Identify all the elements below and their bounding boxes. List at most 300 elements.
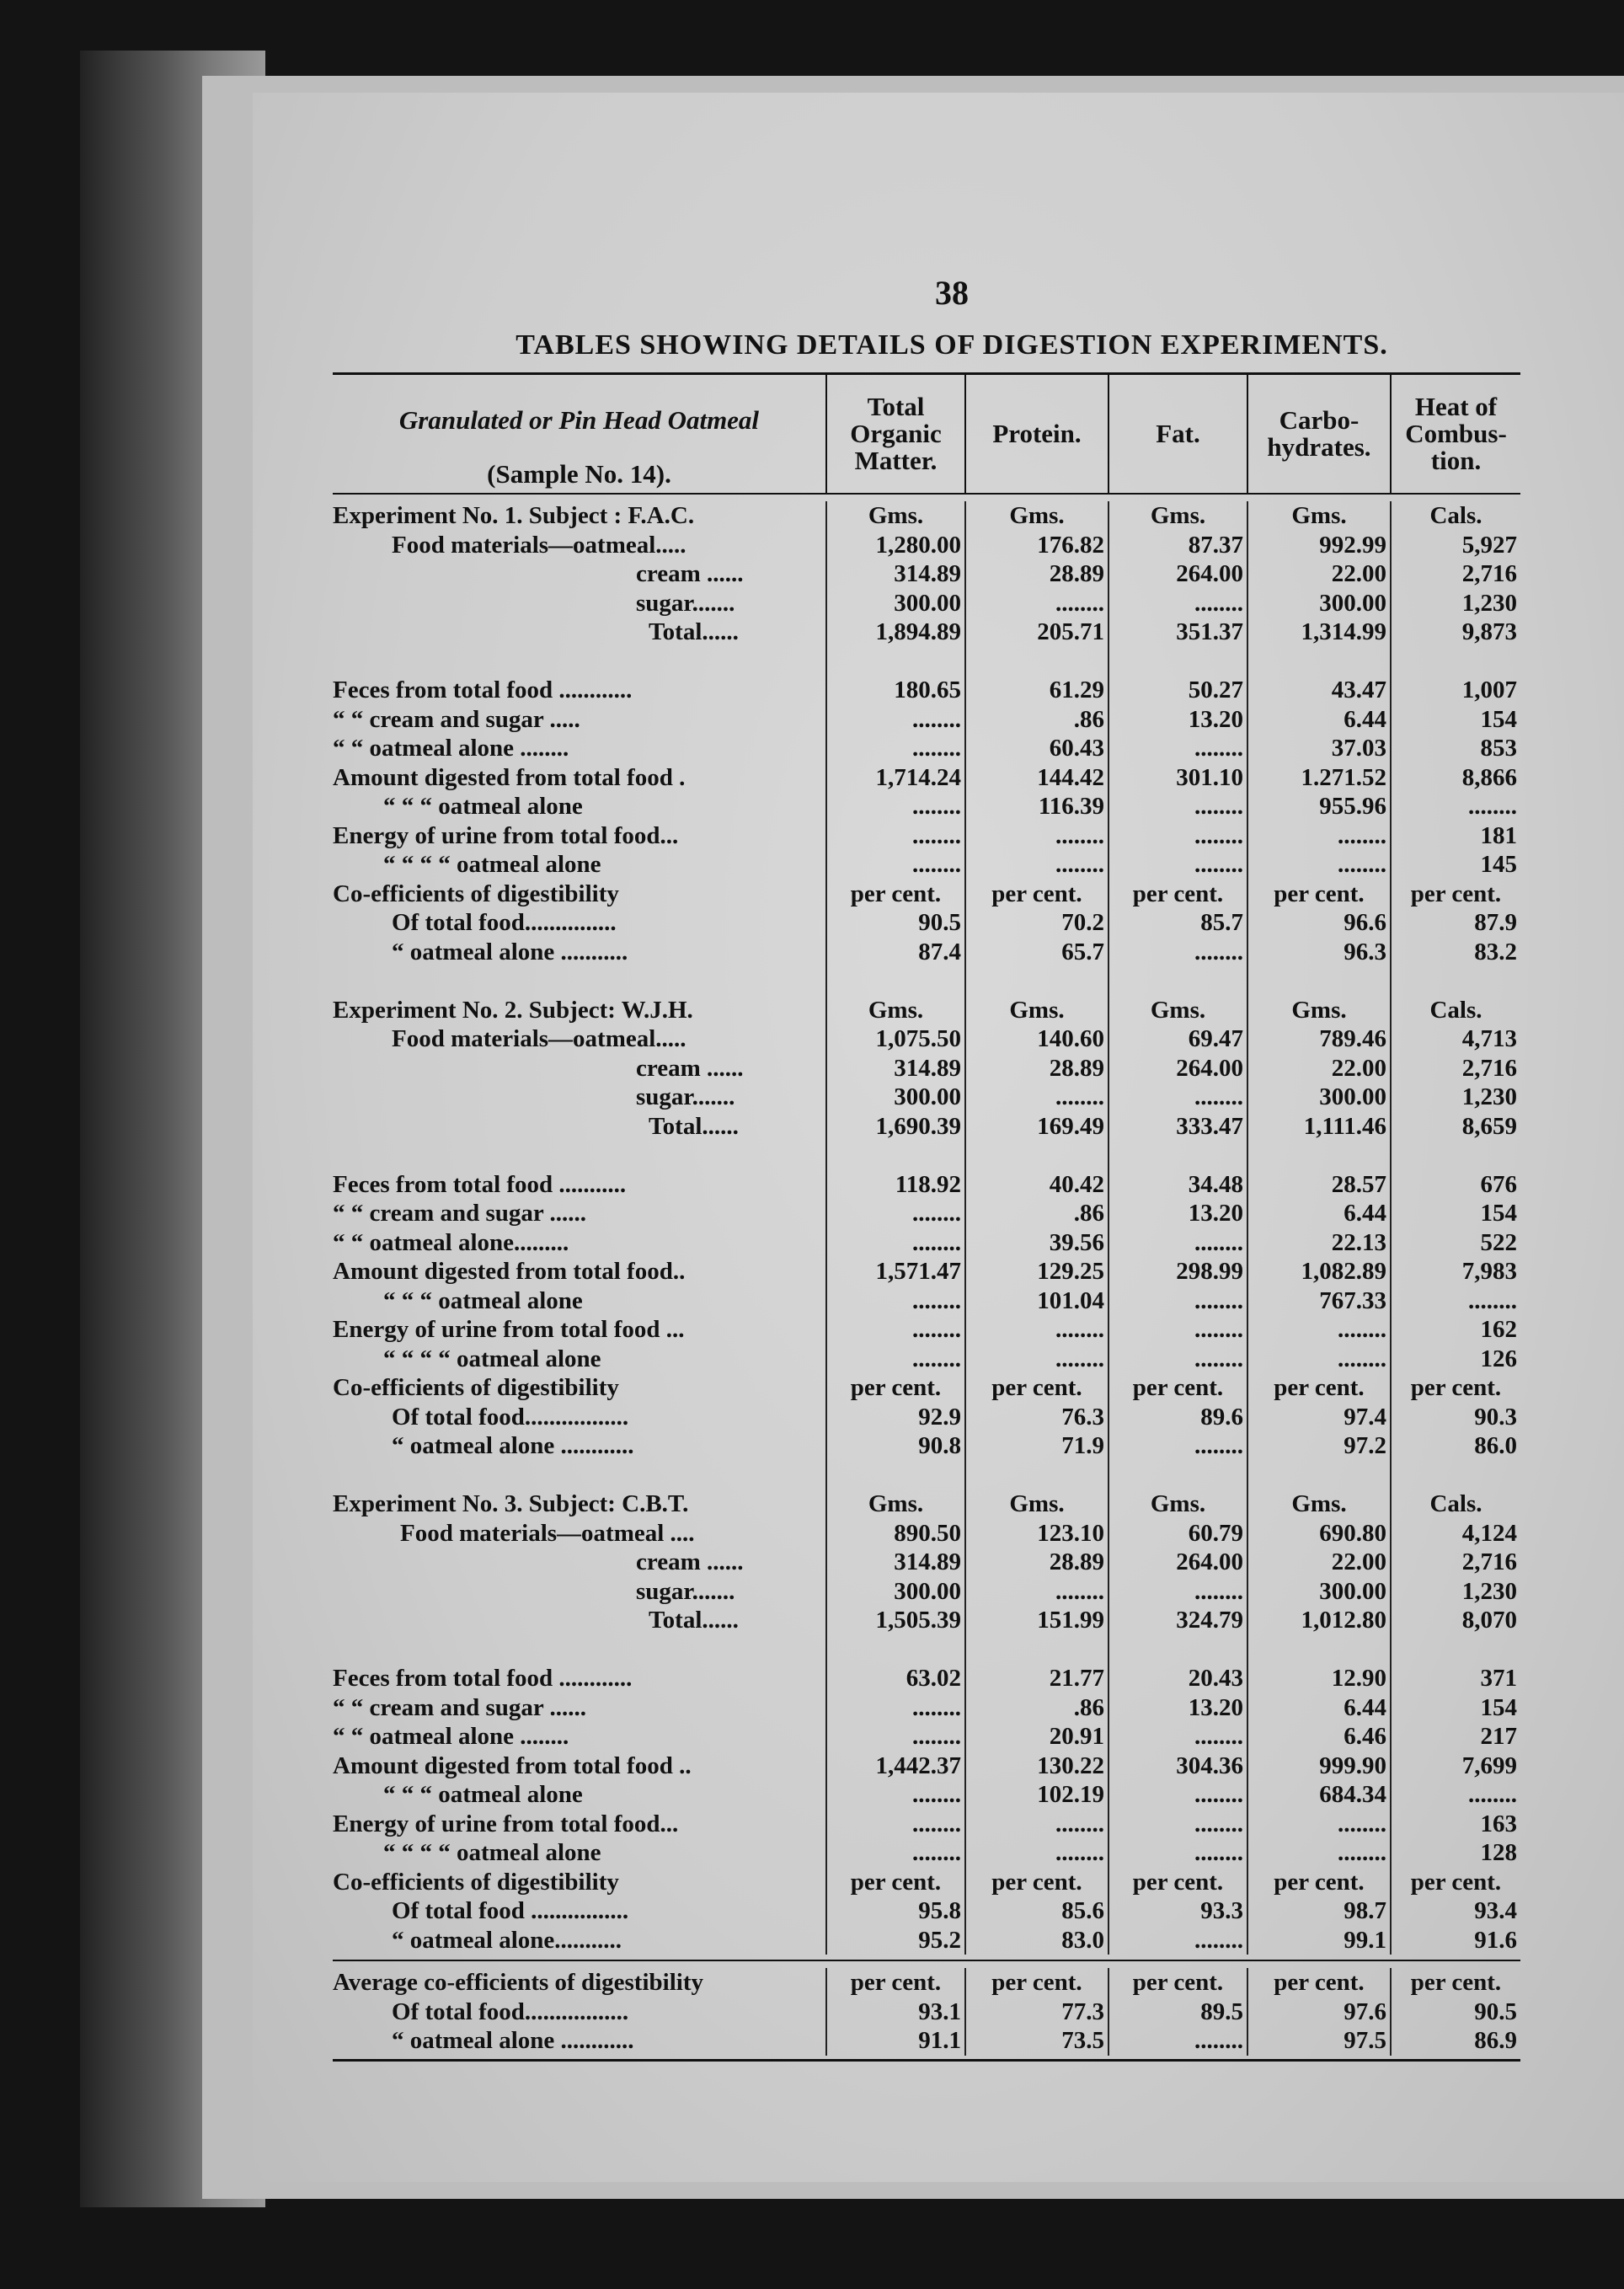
cell: 21.77: [964, 1664, 1108, 1693]
cell: 90.5: [825, 908, 964, 938]
cell: ........: [1247, 1345, 1390, 1374]
cell: 4,713: [1390, 1024, 1520, 1054]
row-label: cream ......: [636, 1054, 744, 1082]
cell: 304.36: [1108, 1752, 1247, 1781]
row-label: Experiment No. 3. Subject: C.B.T.: [333, 1490, 689, 1517]
table-row: [333, 559, 1520, 589]
cell: 298.99: [1108, 1257, 1247, 1286]
row-label: Co-efficients of digestibility: [333, 1374, 619, 1401]
cell: ........: [1390, 1780, 1520, 1810]
cell: 999.90: [1247, 1752, 1390, 1781]
cell: 83.2: [1390, 938, 1520, 967]
cell: 690.80: [1247, 1519, 1390, 1548]
cell: 28.89: [964, 1548, 1108, 1577]
header-sample: [333, 375, 825, 493]
cell: Cals.: [1390, 996, 1520, 1025]
cell: 87.9: [1390, 908, 1520, 938]
cell: ........: [1108, 2026, 1247, 2056]
cell: 22.13: [1247, 1228, 1390, 1258]
cell: 13.20: [1108, 705, 1247, 735]
row-label: Amount digested from total food..: [333, 1258, 686, 1285]
cell: ........: [1108, 938, 1247, 967]
table-row: [333, 880, 1520, 909]
cell: ........: [825, 792, 964, 821]
cell: 676: [1390, 1170, 1520, 1200]
cell: 97.2: [1247, 1431, 1390, 1461]
cell: ........: [1390, 792, 1520, 821]
row-label: “ “ oatmeal alone ........: [333, 735, 569, 762]
cell: ........: [1390, 1286, 1520, 1316]
cell: 8,866: [1390, 763, 1520, 793]
cell: 95.2: [825, 1926, 964, 1955]
cell: ........: [825, 1228, 964, 1258]
row-label: Average co-efficients of digestibility: [333, 1969, 703, 1996]
cell: ........: [825, 850, 964, 880]
cell: Gms.: [964, 1489, 1108, 1519]
cell: ........: [1108, 1780, 1247, 1810]
cell: ........: [964, 1810, 1108, 1839]
table-row: [333, 618, 1520, 647]
cell: ........: [964, 1083, 1108, 1112]
row-label: “ “ “ “ oatmeal alone: [383, 851, 601, 878]
cell: 28.89: [964, 1054, 1108, 1083]
cell: 1,007: [1390, 676, 1520, 705]
cell: 264.00: [1108, 1548, 1247, 1577]
cell: ........: [825, 1810, 964, 1839]
cell: 300.00: [825, 589, 964, 618]
cell: Gms.: [964, 501, 1108, 531]
cell: 853: [1390, 734, 1520, 763]
cell: 300.00: [1247, 1577, 1390, 1607]
cell: ........: [1108, 1577, 1247, 1607]
row-label: “ “ “ “ oatmeal alone: [383, 1345, 601, 1372]
header-heat-of-combustion: Heat of Combus- tion.: [1390, 375, 1520, 493]
cell: 181: [1390, 821, 1520, 851]
table-row: [333, 676, 1520, 705]
table-row: [333, 1315, 1520, 1345]
row-label: Food materials—oatmeal.....: [392, 1025, 686, 1052]
cell: 28.89: [964, 559, 1108, 589]
cell: 91.6: [1390, 1926, 1520, 1955]
cell: 90.3: [1390, 1403, 1520, 1432]
cell: 93.3: [1108, 1896, 1247, 1926]
cell: 22.00: [1247, 559, 1390, 589]
row-label: “ oatmeal alone ...........: [392, 938, 628, 965]
table-row: [333, 1054, 1520, 1083]
cell: 98.7: [1247, 1896, 1390, 1926]
table-row: [333, 1199, 1520, 1228]
cell: 89.5: [1108, 1998, 1247, 2027]
cell: 144.42: [964, 763, 1108, 793]
page-number: 38: [935, 274, 969, 312]
table-row: [333, 1664, 1520, 1693]
cell: Gms.: [1108, 996, 1247, 1025]
cell: 1,075.50: [825, 1024, 964, 1054]
cell: 180.65: [825, 676, 964, 705]
cell: ........: [1108, 1810, 1247, 1839]
table-row: [333, 1373, 1520, 1403]
header-carbohydrates: Carbo- hydrates.: [1247, 375, 1390, 493]
table-row: [333, 1606, 1520, 1635]
cell: 116.39: [964, 792, 1108, 821]
table-row: [333, 705, 1520, 735]
cell: 1,111.46: [1247, 1112, 1390, 1142]
cell: ........: [1247, 1838, 1390, 1868]
cell: Cals.: [1390, 1489, 1520, 1519]
cell: 300.00: [825, 1083, 964, 1112]
row-label: Total......: [649, 1607, 739, 1634]
row-label: cream ......: [636, 1548, 744, 1575]
cell: 264.00: [1108, 1054, 1247, 1083]
cell: 5,927: [1390, 531, 1520, 560]
blank-row: [333, 647, 1520, 677]
cell: 95.8: [825, 1896, 964, 1926]
row-label: Total......: [649, 1112, 739, 1140]
table-header: [333, 375, 1520, 495]
cell: per cent.: [1247, 1373, 1390, 1403]
row-label: “ “ “ “ oatmeal alone: [383, 1839, 601, 1866]
cell: 43.47: [1247, 676, 1390, 705]
cell: 86.9: [1390, 2026, 1520, 2056]
header-sample-title: Granulated or Pin Head Oatmeal: [398, 405, 760, 435]
cell: 6.46: [1247, 1722, 1390, 1752]
table-row: [333, 531, 1520, 560]
table-row: [333, 908, 1520, 938]
cell: ........: [1108, 792, 1247, 821]
cell: per cent.: [825, 880, 964, 909]
cell: 39.56: [964, 1228, 1108, 1258]
cell: 205.71: [964, 618, 1108, 647]
table-row: [333, 1810, 1520, 1839]
cell: ........: [1108, 1228, 1247, 1258]
cell: 50.27: [1108, 676, 1247, 705]
cell: 151.99: [964, 1606, 1108, 1635]
row-label: Experiment No. 2. Subject: W.J.H.: [333, 996, 693, 1024]
cell: ........: [825, 1345, 964, 1374]
row-label: Food materials—oatmeal.....: [392, 531, 686, 559]
cell: per cent.: [964, 1373, 1108, 1403]
cell: Gms.: [964, 996, 1108, 1025]
row-label: Amount digested from total food .: [333, 763, 686, 791]
cell: 140.60: [964, 1024, 1108, 1054]
row-label: Energy of urine from total food...: [333, 1810, 679, 1837]
row-label: cream ......: [636, 560, 744, 587]
cell: 145: [1390, 850, 1520, 880]
cell: 83.0: [964, 1926, 1108, 1955]
row-label: “ “ cream and sugar ......: [333, 1200, 587, 1227]
row-label: sugar.......: [636, 1083, 735, 1110]
cell: ........: [964, 1577, 1108, 1607]
row-label: “ “ oatmeal alone ........: [333, 1723, 569, 1750]
table-row: [333, 1752, 1520, 1781]
cell: per cent.: [1390, 1968, 1520, 1998]
page-content: [333, 270, 1520, 2062]
cell: per cent.: [1390, 880, 1520, 909]
cell: ........: [1108, 1722, 1247, 1752]
table-title: TABLES SHOWING DETAILS OF DIGESTION EXPERIMENTS.: [516, 329, 1388, 361]
cell: ........: [825, 1286, 964, 1316]
table-row: [333, 996, 1520, 1025]
cell: 40.42: [964, 1170, 1108, 1200]
cell: ........: [825, 1199, 964, 1228]
row-label: “ “ oatmeal alone.........: [333, 1228, 569, 1256]
cell: per cent.: [1108, 1373, 1247, 1403]
cell: per cent.: [825, 1868, 964, 1897]
table-row: [333, 1926, 1520, 1955]
row-label: “ “ “ oatmeal alone: [383, 793, 583, 820]
table-row: [333, 1170, 1520, 1200]
cell: per cent.: [964, 1968, 1108, 1998]
average-table: [333, 1968, 1520, 2056]
row-label: “ “ “ oatmeal alone: [383, 1781, 583, 1808]
cell: 333.47: [1108, 1112, 1247, 1142]
cell: 300.00: [825, 1577, 964, 1607]
cell: 61.29: [964, 676, 1108, 705]
cell: per cent.: [1247, 1968, 1390, 1998]
table-row: [333, 1838, 1520, 1868]
cell: 118.92: [825, 1170, 964, 1200]
cell: Gms.: [1247, 996, 1390, 1025]
row-label: Energy of urine from total food...: [333, 821, 679, 849]
cell: ........: [825, 734, 964, 763]
header-protein: Protein.: [964, 375, 1108, 493]
cell: 12.90: [1247, 1664, 1390, 1693]
cell: 2,716: [1390, 1548, 1520, 1577]
cell: .86: [964, 705, 1108, 735]
cell: per cent.: [964, 880, 1108, 909]
row-label: Energy of urine from total food ...: [333, 1316, 685, 1343]
row-label: Of total food.................: [392, 1998, 629, 2025]
cell: ........: [1108, 1286, 1247, 1316]
header-sample-sub: (Sample No. 14).: [487, 459, 671, 489]
cell: 73.5: [964, 2026, 1108, 2056]
cell: ........: [964, 1345, 1108, 1374]
cell: 89.6: [1108, 1403, 1247, 1432]
cell: 1,894.89: [825, 618, 964, 647]
row-label: Feces from total food ............: [333, 1665, 633, 1692]
cell: 76.3: [964, 1403, 1108, 1432]
cell: 324.79: [1108, 1606, 1247, 1635]
cell: 65.7: [964, 938, 1108, 967]
row-label: Of total food...............: [392, 909, 617, 936]
row-label: “ oatmeal alone ............: [392, 2027, 634, 2054]
table-row: [333, 1868, 1520, 1897]
row-label: “ “ cream and sugar ......: [333, 1693, 587, 1721]
table-row: [333, 792, 1520, 821]
table-row: [333, 1024, 1520, 1054]
cell: 7,699: [1390, 1752, 1520, 1781]
cell: 97.6: [1247, 1998, 1390, 2027]
cell: 7,983: [1390, 1257, 1520, 1286]
cell: ........: [1108, 821, 1247, 851]
cell: 90.8: [825, 1431, 964, 1461]
cell: 71.9: [964, 1431, 1108, 1461]
cell: 301.10: [1108, 763, 1247, 793]
cell: 1,012.80: [1247, 1606, 1390, 1635]
cell: ........: [964, 589, 1108, 618]
cell: Gms.: [1247, 501, 1390, 531]
cell: 92.9: [825, 1403, 964, 1432]
cell: 314.89: [825, 559, 964, 589]
cell: 176.82: [964, 531, 1108, 560]
table-row: [333, 850, 1520, 880]
cell: per cent.: [1390, 1868, 1520, 1897]
cell: 169.49: [964, 1112, 1108, 1142]
table-row: [333, 821, 1520, 851]
row-label: Feces from total food ............: [333, 677, 633, 703]
cell: 1,082.89: [1247, 1257, 1390, 1286]
cell: 13.20: [1108, 1693, 1247, 1723]
header-fat: Fat.: [1108, 375, 1247, 493]
cell: per cent.: [1108, 880, 1247, 909]
table-row: [333, 2026, 1520, 2056]
cell: 890.50: [825, 1519, 964, 1548]
table-body: [333, 501, 1520, 1955]
table-row: [333, 1083, 1520, 1112]
cell: .86: [964, 1199, 1108, 1228]
row-label: sugar.......: [636, 589, 735, 617]
cell: 102.19: [964, 1780, 1108, 1810]
cell: 154: [1390, 1693, 1520, 1723]
table-row: [333, 1403, 1520, 1432]
blank-row: [333, 1141, 1520, 1170]
cell: 101.04: [964, 1286, 1108, 1316]
cell: ........: [1108, 1083, 1247, 1112]
table-row: [333, 1228, 1520, 1258]
cell: 130.22: [964, 1752, 1108, 1781]
cell: 96.6: [1247, 908, 1390, 938]
cell: Gms.: [825, 501, 964, 531]
cell: 1,505.39: [825, 1606, 964, 1635]
cell: 1,714.24: [825, 763, 964, 793]
table-row: [333, 1577, 1520, 1607]
cell: 87.4: [825, 938, 964, 967]
cell: ........: [964, 821, 1108, 851]
cell: 217: [1390, 1722, 1520, 1752]
cell: Gms.: [825, 996, 964, 1025]
cell: ........: [1108, 589, 1247, 618]
cell: 22.00: [1247, 1548, 1390, 1577]
cell: ........: [1108, 734, 1247, 763]
cell: ........: [1108, 850, 1247, 880]
cell: 97.4: [1247, 1403, 1390, 1432]
cell: 264.00: [1108, 559, 1247, 589]
cell: per cent.: [825, 1968, 964, 1998]
cell: 1,571.47: [825, 1257, 964, 1286]
table-row: [333, 1780, 1520, 1810]
row-label: Of total food.................: [392, 1403, 629, 1431]
cell: 60.79: [1108, 1519, 1247, 1548]
cell: Gms.: [1247, 1489, 1390, 1519]
header-organic-matter: Total Organic Matter.: [825, 375, 964, 493]
cell: 2,716: [1390, 1054, 1520, 1083]
cell: 351.37: [1108, 618, 1247, 647]
cell: Cals.: [1390, 501, 1520, 531]
cell: 992.99: [1247, 531, 1390, 560]
cell: 20.43: [1108, 1664, 1247, 1693]
cell: 789.46: [1247, 1024, 1390, 1054]
cell: 300.00: [1247, 589, 1390, 618]
cell: ........: [964, 850, 1108, 880]
cell: 96.3: [1247, 938, 1390, 967]
cell: 684.34: [1247, 1780, 1390, 1810]
cell: ........: [964, 1315, 1108, 1345]
cell: 6.44: [1247, 705, 1390, 735]
row-label: Of total food ................: [392, 1897, 629, 1924]
cell: 70.2: [964, 908, 1108, 938]
blank-row: [333, 1461, 1520, 1490]
cell: ........: [1247, 821, 1390, 851]
row-label: “ oatmeal alone...........: [392, 1926, 622, 1954]
cell: ........: [1247, 1810, 1390, 1839]
cell: 91.1: [825, 2026, 964, 2056]
table-row: [333, 1693, 1520, 1723]
cell: 1,230: [1390, 1577, 1520, 1607]
average-rule: [333, 1960, 1520, 1961]
table-row: [333, 1286, 1520, 1316]
table-row: [333, 1345, 1520, 1374]
cell: ........: [825, 705, 964, 735]
row-label: Co-efficients of digestibility: [333, 880, 619, 907]
row-label: Amount digested from total food ..: [333, 1752, 692, 1779]
cell: ........: [825, 1838, 964, 1868]
cell: 60.43: [964, 734, 1108, 763]
table-row: [333, 938, 1520, 967]
table-row: [333, 763, 1520, 793]
cell: 123.10: [964, 1519, 1108, 1548]
cell: 93.1: [825, 1998, 964, 2027]
cell: 128: [1390, 1838, 1520, 1868]
table-row: [333, 1489, 1520, 1519]
cell: 1.271.52: [1247, 763, 1390, 793]
cell: Gms.: [1108, 1489, 1247, 1519]
cell: ........: [825, 1315, 964, 1345]
cell: 300.00: [1247, 1083, 1390, 1112]
cell: 97.5: [1247, 2026, 1390, 2056]
cell: per cent.: [1108, 1968, 1247, 1998]
cell: per cent.: [825, 1373, 964, 1403]
cell: 126: [1390, 1345, 1520, 1374]
cell: 13.20: [1108, 1199, 1247, 1228]
cell: 1,690.39: [825, 1112, 964, 1142]
cell: 314.89: [825, 1548, 964, 1577]
cell: 87.37: [1108, 531, 1247, 560]
row-label: “ oatmeal alone ............: [392, 1432, 634, 1459]
row-label: “ “ cream and sugar .....: [333, 705, 580, 733]
cell: ........: [825, 1693, 964, 1723]
cell: 99.1: [1247, 1926, 1390, 1955]
cell: 1,314.99: [1247, 618, 1390, 647]
cell: ........: [1247, 850, 1390, 880]
cell: per cent.: [1108, 1868, 1247, 1897]
table-row: [333, 734, 1520, 763]
table-row: [333, 1112, 1520, 1142]
table-row: [333, 501, 1520, 531]
cell: .86: [964, 1693, 1108, 1723]
bottom-rule: [333, 2059, 1520, 2062]
cell: 2,716: [1390, 559, 1520, 589]
row-label: “ “ “ oatmeal alone: [383, 1286, 583, 1314]
cell: 63.02: [825, 1664, 964, 1693]
cell: Gms.: [1108, 501, 1247, 531]
cell: ........: [1247, 1315, 1390, 1345]
cell: ........: [1108, 1926, 1247, 1955]
table-row: [333, 1896, 1520, 1926]
blank-row: [333, 1635, 1520, 1665]
row-label: Feces from total food ...........: [333, 1170, 627, 1198]
cell: ........: [825, 1780, 964, 1810]
cell: 4,124: [1390, 1519, 1520, 1548]
